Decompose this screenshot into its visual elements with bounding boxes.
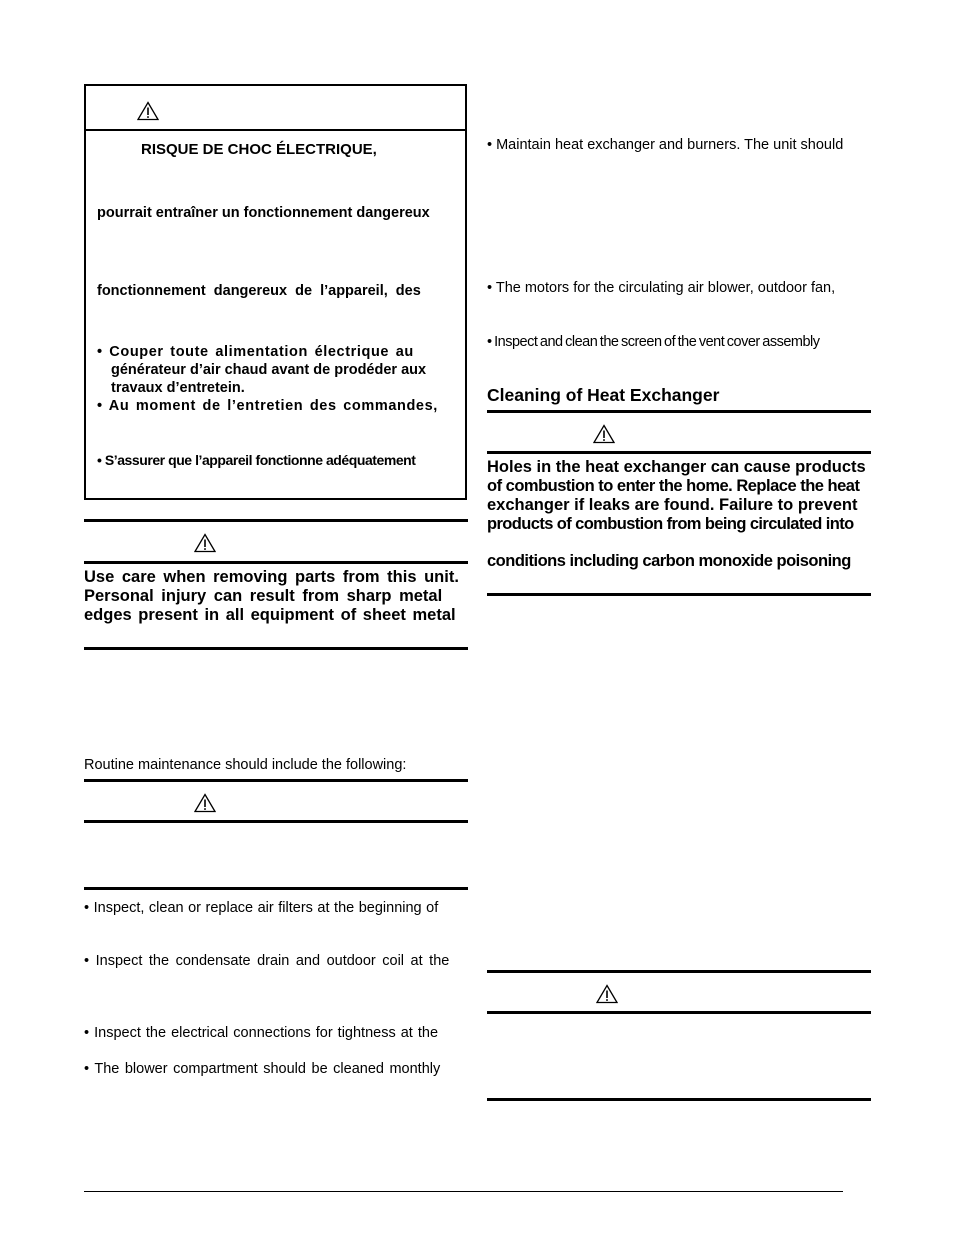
warning-text: of combustion to enter the home. Replace the heat bbox=[487, 477, 860, 495]
french-warning-line: pourrait entraîner un fonctionnement dangereux bbox=[97, 205, 430, 221]
warning-text: products of combustion from being circulated into bbox=[487, 515, 854, 533]
warning-triangle-icon bbox=[194, 793, 216, 813]
french-warning-heading: RISQUE DE CHOC ÉLECTRIQUE, bbox=[141, 141, 377, 158]
warning-text: Holes in the heat exchanger can cause products bbox=[487, 458, 866, 476]
warning-triangle-icon bbox=[137, 101, 159, 121]
french-bullet-continuation: générateur d’air chaud avant de prodéder aux bbox=[111, 362, 427, 378]
caution-text: Use care when removing parts from this unit. bbox=[84, 568, 459, 586]
warning-triangle-icon bbox=[194, 533, 216, 553]
caution-text: edges present in all equipment of sheet metal bbox=[84, 606, 456, 624]
warning-text: conditions including carbon monoxide poisoning bbox=[487, 552, 851, 570]
maintenance-bullet: • Inspect, clean or replace air filters at the beginning of bbox=[84, 900, 439, 916]
french-bullet: • S’assurer que l’appareil fonctionne adéquatement bbox=[97, 452, 416, 468]
caution-bottom-rule bbox=[84, 647, 468, 650]
warning-triangle-icon bbox=[593, 424, 615, 444]
section-heading: Cleaning of Heat Exchanger bbox=[487, 385, 720, 405]
french-warning-line: fonctionnement dangereux de l’appareil, des bbox=[97, 283, 421, 299]
warning-header-rule bbox=[487, 1011, 871, 1014]
french-bullet: • Au moment de l’entretien des commandes, bbox=[97, 398, 438, 414]
caution-header-rule bbox=[84, 561, 468, 564]
maintenance-bullet: • The blower compartment should be cleaned monthly bbox=[84, 1061, 441, 1077]
warning-bottom-rule bbox=[487, 1098, 871, 1101]
warning-top-rule bbox=[84, 779, 468, 782]
caution-top-rule bbox=[84, 519, 468, 522]
maintenance-bullet: • Inspect the condensate drain and outdoor coil at the bbox=[84, 953, 450, 969]
caution-text: Personal injury can result from sharp metal bbox=[84, 587, 443, 605]
maintenance-bullet: • Inspect the electrical connections for tightness at the bbox=[84, 1025, 439, 1041]
warning-bottom-rule bbox=[84, 887, 468, 890]
warning-text: exchanger if leaks are found. Failure to prevent bbox=[487, 496, 858, 514]
footer-rule bbox=[84, 1191, 843, 1192]
warning-bottom-rule bbox=[487, 593, 871, 596]
routine-maintenance-intro: Routine maintenance should include the following: bbox=[84, 757, 407, 773]
maintenance-bullet: • Inspect and clean the screen of the vent cover assembly bbox=[487, 334, 820, 350]
french-bullet-continuation: travaux d’entretein. bbox=[111, 380, 245, 396]
warning-top-rule bbox=[487, 410, 871, 413]
warning-header-rule bbox=[84, 820, 468, 823]
warning-triangle-icon bbox=[596, 984, 618, 1004]
french-box-divider bbox=[84, 129, 467, 131]
maintenance-bullet: • Maintain heat exchanger and burners. The unit should bbox=[487, 137, 844, 153]
french-bullet: • Couper toute alimentation électrique au bbox=[97, 344, 414, 360]
warning-top-rule bbox=[487, 970, 871, 973]
warning-header-rule bbox=[487, 451, 871, 454]
maintenance-bullet: • The motors for the circulating air blower, outdoor fan, bbox=[487, 280, 836, 296]
